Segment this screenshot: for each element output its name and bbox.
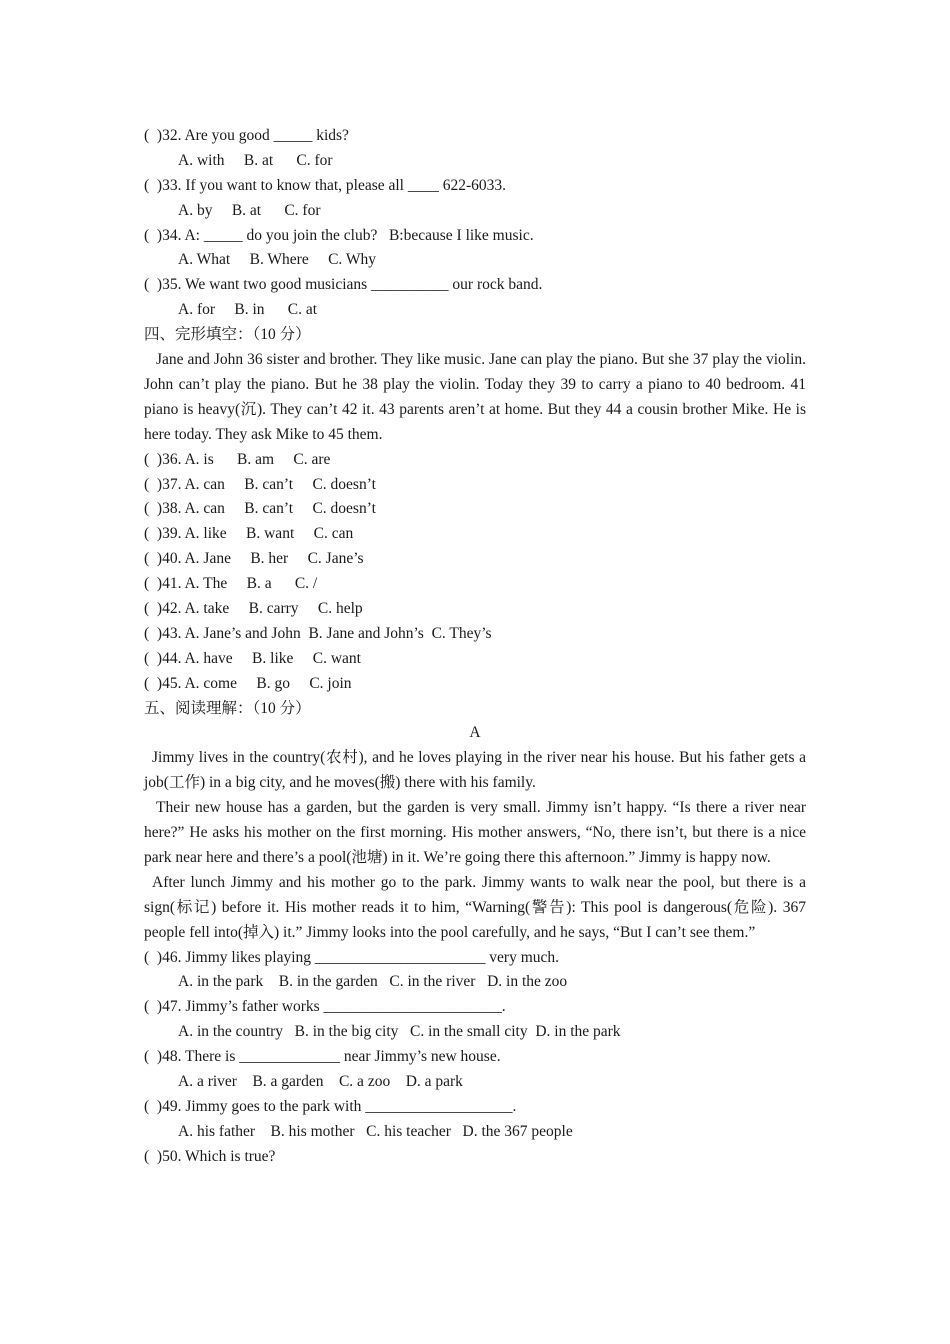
question-33-options: A. by B. at C. for xyxy=(178,201,321,219)
question-32-options: A. with B. at C. for xyxy=(178,151,333,169)
question-39: ( )39. A. like B. want C. can xyxy=(144,525,354,543)
question-48: ( )48. There is _____________ near Jimmy’s new house. xyxy=(144,1048,501,1066)
question-38: ( )38. A. can B. can’t C. doesn’t xyxy=(144,500,376,518)
question-34-options: A. What B. Where C. Why xyxy=(178,251,377,269)
section4-heading: 四、完形填空：（10 分） xyxy=(144,326,311,344)
question-48-options: A. a river B. a garden C. a zoo D. a park xyxy=(178,1073,463,1091)
question-49: ( )49. Jimmy goes to the park with ___________________. xyxy=(144,1097,517,1115)
exam-page xyxy=(144,124,806,1170)
question-36: ( )36. A. is B. am C. are xyxy=(144,450,331,468)
question-49-options: A. his father B. his mother C. his teacher D. the 367 people xyxy=(178,1122,573,1140)
section4-question-list xyxy=(144,448,806,697)
passage-label: A xyxy=(469,724,481,742)
reading-paragraph-3: After lunch Jimmy and his mother go to the park. Jimmy wants to walk near the pool, but there is a sign(标记) before it. His mother reads it to him, “Warning(警告): This pool is dangerous(危险). 367 people fell into(掉入) it.” Jimmy looks into the pool carefully, and he says, “But I can’t see them.” xyxy=(144,873,806,941)
reading-paragraph-1: Jimmy lives in the country(农村), and he loves playing in the river near his house. But his father gets a job(工作) in a big city, and he moves(搬) there with his family. xyxy=(144,749,806,792)
question-35: ( )35. We want two good musicians __________ our rock band. xyxy=(144,276,543,294)
question-33: ( )33. If you want to know that, please all ____ 622-6033. xyxy=(144,176,507,194)
section5-question-list xyxy=(144,946,806,1170)
question-50: ( )50. Which is true? xyxy=(144,1147,276,1165)
question-46-options: A. in the park B. in the garden C. in the river D. in the zoo xyxy=(178,973,568,991)
section3-question-list xyxy=(144,124,806,323)
question-47-options: A. in the country B. in the big city C. in the small city D. in the park xyxy=(178,1023,621,1041)
question-46: ( )46. Jimmy likes playing ______________________ very much. xyxy=(144,948,560,966)
cloze-passage: Jane and John 36 sister and brother. They like music. Jane can play the piano. But she 37 play the violin. John can’t play the piano. But he 38 play the violin. Today they 39 to carry a piano to 40 bedroom. 41 piano is heavy(沉). They can’t 42 it. 43 parents aren’t at home. But they 44 a cousin brother Mike. He is here today. They ask Mike to 45 them. xyxy=(144,351,806,443)
question-47: ( )47. Jimmy’s father works _______________________. xyxy=(144,998,506,1016)
question-45: ( )45. A. come B. go C. join xyxy=(144,674,352,692)
question-34: ( )34. A: _____ do you join the club? B:because I like music. xyxy=(144,226,534,244)
question-43: ( )43. A. Jane’s and John B. Jane and John’s C. They’s xyxy=(144,624,492,642)
question-44: ( )44. A. have B. like C. want xyxy=(144,649,361,667)
question-41: ( )41. A. The B. a C. / xyxy=(144,575,318,593)
section5-heading: 五、阅读理解：（10 分） xyxy=(144,699,311,717)
question-40: ( )40. A. Jane B. her C. Jane’s xyxy=(144,550,364,568)
question-37: ( )37. A. can B. can’t C. doesn’t xyxy=(144,475,376,493)
question-42: ( )42. A. take B. carry C. help xyxy=(144,599,363,617)
reading-paragraph-2: Their new house has a garden, but the garden is very small. Jimmy isn’t happy. “Is there a river near here?” He asks his mother on the first morning. His mother answers, “No, there isn’t, but there is a nice park near here and there’s a pool(池塘) in it. We’re going there this afternoon.” Jimmy is happy now. xyxy=(144,799,806,866)
question-35-options: A. for B. in C. at xyxy=(178,301,318,319)
question-32: ( )32. Are you good _____ kids? xyxy=(144,127,349,144)
